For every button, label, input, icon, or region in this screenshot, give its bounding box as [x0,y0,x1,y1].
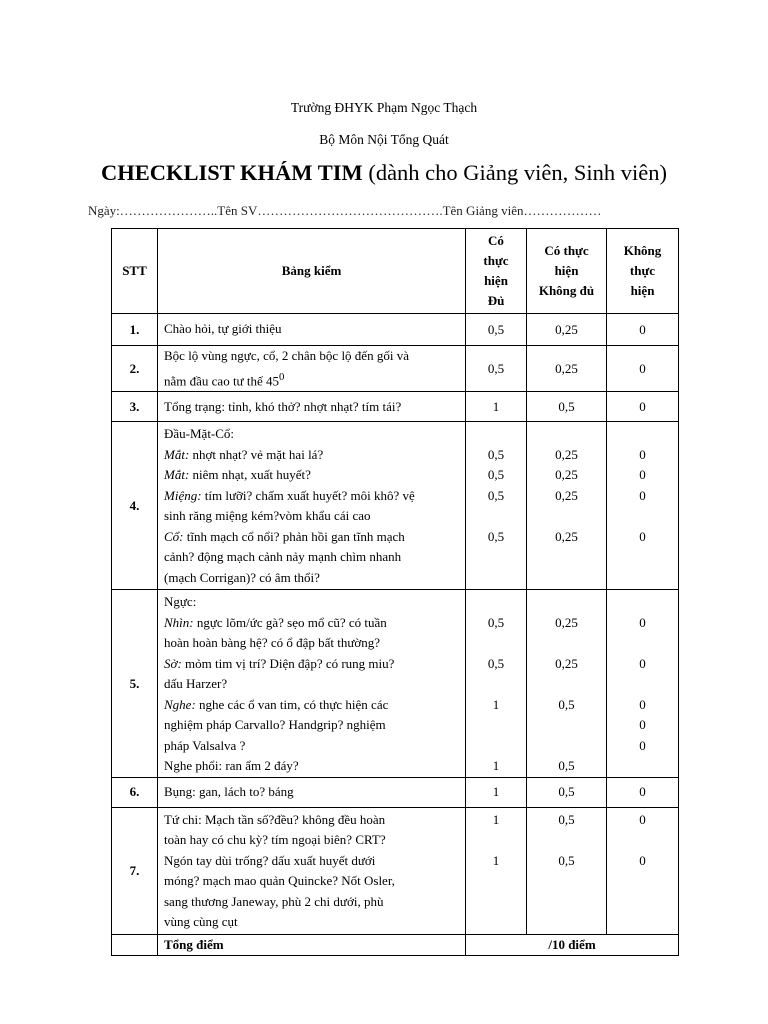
row-description-line: sang thương Janeway, phù 2 chi dưới, phù [164,893,384,909]
row-number: 6. [112,777,158,807]
score-value [466,830,526,851]
total-row [112,934,679,956]
section-label: Sờ: [164,655,182,671]
score-value [607,633,678,654]
department-name: Bộ Môn Nội Tổng Quát [319,132,449,147]
score-full [466,590,527,778]
degree-superscript: 0 [278,370,285,383]
score-value: 0 [639,737,646,753]
row-description-line [164,445,459,466]
score-value [527,592,606,613]
row-description-line: dấu Harzer? [164,676,228,692]
score-value: 0,25 [555,614,578,630]
score-value [466,633,526,654]
total-empty-cell [112,934,158,956]
score-value: 0 [639,655,646,671]
row-description [158,807,466,934]
header-none [607,229,679,314]
row-description-line [164,695,459,716]
total-label: Tổng điểm [158,934,466,956]
row-number: 1. [112,314,158,346]
score-full [466,807,527,934]
header-full-line: Có [488,233,504,248]
score-value: 0 [639,811,646,827]
score-value: 0,5 [487,655,505,671]
row-number: 7. [112,807,158,934]
row-text: mỏm tim vị trí? Diện đập? có rung miu? [181,655,395,671]
row-description [158,422,466,590]
row-text: nhợt nhạt? vẻ mặt hai lá? [189,446,324,462]
header-partial-line: Có thực [544,243,589,258]
score-none: 0 [607,346,679,392]
section-label: Mắt: [164,446,190,462]
score-value: 0 [639,614,646,630]
title-bold: CHECKLIST KHÁM TIM [100,160,363,185]
row-description-line: pháp Valsalva ? [164,737,246,753]
score-none [607,590,679,778]
section-label: Nhìn: [164,614,194,630]
section-label: Nghe: [164,696,196,712]
score-full: 0,5 [466,346,527,392]
score-value [607,756,678,777]
row-description: Chào hỏi, tự giới thiệu [158,314,466,346]
row-text: tím lưỡi? chấm xuất huyết? môi khô? vệ [201,487,415,503]
score-value: 0,5 [487,614,505,630]
score-value: 0,5 [487,467,505,483]
score-value [527,674,606,695]
score-partial [527,422,607,590]
score-value: 0,25 [555,528,578,544]
row-number: 3. [112,392,158,422]
score-value: 0,5 [558,696,575,712]
score-value: 0,25 [555,487,578,503]
table-row [112,777,679,807]
score-none: 0 [607,777,679,807]
score-value [466,424,526,445]
row-description [158,346,466,392]
score-none: 0 [607,314,679,346]
table-row [112,314,679,346]
score-value [466,674,526,695]
row-number: 2. [112,346,158,392]
row-text: tĩnh mạch cổ nổi? phản hồi gan tĩnh mạch [183,528,405,544]
document-title [0,160,768,186]
score-value: 0,5 [558,852,575,868]
score-value: 0,25 [555,655,578,671]
header-none-line: thực [629,263,656,278]
row-text: nghe các ổ van tim, có thực hiện các [195,696,389,712]
row-number: 4. [112,422,158,590]
score-value [466,592,526,613]
score-value [607,674,678,695]
score-value [527,830,606,851]
score-value: 0 [639,487,646,503]
row-description-line: (mạch Corrigan)? có âm thổi? [164,569,320,585]
score-value [466,715,526,736]
score-value [527,715,606,736]
header-full-line: Đủ [487,293,505,308]
score-value: 0 [639,467,646,483]
total-value: /10 điểm [466,934,679,956]
score-partial [527,807,607,934]
table-row [112,346,679,392]
row-description-line [164,654,459,675]
score-full: 1 [466,777,527,807]
row-description-line: hoàn hoàn bàng hệ? có ổ đập bất thường? [164,635,381,651]
row-description: Bụng: gan, lách to? báng [158,777,466,807]
score-value [607,424,678,445]
score-value: 0 [639,717,646,733]
row-description [158,590,466,778]
score-value [466,736,526,757]
header-partial-line: hiện [554,263,579,278]
score-value: 1 [492,811,500,827]
score-value: 0,5 [558,758,575,774]
table-row [112,422,679,590]
score-value [607,830,678,851]
row-description-line: vùng cùng cụt [164,914,238,930]
score-value: 1 [492,696,500,712]
table-row [112,590,679,778]
table-row [112,392,679,422]
row-text: nằm đầu cao tư thế 45 [164,372,279,388]
row-description-line: Ngực: [164,594,197,610]
section-label: Mắt: [164,467,190,483]
row-description-line [164,613,459,634]
score-value: 1 [492,758,500,774]
header-partial [527,229,607,314]
score-value [466,506,526,527]
info-line: Ngày:…………………..Tên SV…………………………………….Tên Giảng viên……………… [88,203,602,218]
checklist-table [111,228,679,956]
score-partial: 0,5 [527,392,607,422]
header-partial-line: Không đủ [538,283,595,298]
score-value: 1 [492,852,500,868]
row-number: 5. [112,590,158,778]
row-description-line: Tứ chi: Mạch tần số?đều? không đều hoàn [164,811,386,827]
header-stt: STT [112,229,158,314]
row-description-line [164,486,459,507]
score-value: 0 [639,446,646,462]
row-text: niêm nhạt, xuất huyết? [189,467,311,483]
header-full-line: hiện [484,273,508,288]
score-value: 0 [639,528,646,544]
score-value: 0,25 [555,467,578,483]
score-value: 0,5 [487,487,505,503]
table-header-row [112,229,679,314]
header-checklist: Bảng kiểm [158,229,466,314]
score-none [607,807,679,934]
header-full-line: thực [483,253,509,268]
row-description-line: toàn hay có chu kỳ? tím ngoại biên? CRT? [164,832,386,848]
row-description-line: Nghe phổi: ran ẩm 2 đáy? [164,758,299,774]
score-partial: 0,5 [527,777,607,807]
header-full [466,229,527,314]
score-value: 0,25 [555,446,578,462]
title-rest: (dành cho Giảng viên, Sinh viên) [362,160,668,185]
score-value: 0,5 [487,446,505,462]
score-value: 0,5 [487,528,505,544]
header-none-line: hiện [630,283,655,298]
row-description-line: sinh răng miệng kém?vòm khẩu cái cao [164,508,371,524]
section-label: Miệng: [164,487,202,503]
section-label: Cổ: [164,528,184,544]
row-description-line: nghiệm pháp Carvallo? Handgrip? nghiệm [164,717,386,733]
row-description-line [164,465,459,486]
score-value: 0 [639,852,646,868]
row-description-line: Ngón tay dùi trống? dấu xuất huyết dưới [164,852,376,868]
score-value [527,506,606,527]
row-description: Tổng trạng: tỉnh, khó thở? nhợt nhạt? tím tái? [158,392,466,422]
school-name: Trường ĐHYK Phạm Ngọc Thạch [290,100,478,115]
score-value [607,592,678,613]
table-row [112,807,679,934]
score-partial: 0,25 [527,346,607,392]
score-value [527,736,606,757]
score-partial [527,590,607,778]
row-description-line [164,527,459,548]
score-value: 0 [639,696,646,712]
score-full: 1 [466,392,527,422]
row-description-line: Đầu-Mặt-Cổ: [164,426,235,442]
score-full: 0,5 [466,314,527,346]
score-full [466,422,527,590]
score-partial: 0,25 [527,314,607,346]
row-description-line: móng? mạch mao quản Quincke? Nốt Osler, [164,873,395,889]
row-description-line: Bộc lộ vùng ngực, cổ, 2 chân bộc lộ đến gối và [164,348,409,363]
row-description-line [164,367,459,392]
row-text: ngực lõm/ức gà? sẹo mổ cũ? có tuần [193,614,387,630]
header-none-line: Không [623,243,662,258]
score-none [607,422,679,590]
score-value [607,506,678,527]
score-value [527,424,606,445]
row-description-line: cảnh? động mạch cảnh nảy mạnh chìm nhanh [164,549,402,565]
score-value [527,633,606,654]
score-value: 0,5 [558,811,575,827]
score-none: 0 [607,392,679,422]
